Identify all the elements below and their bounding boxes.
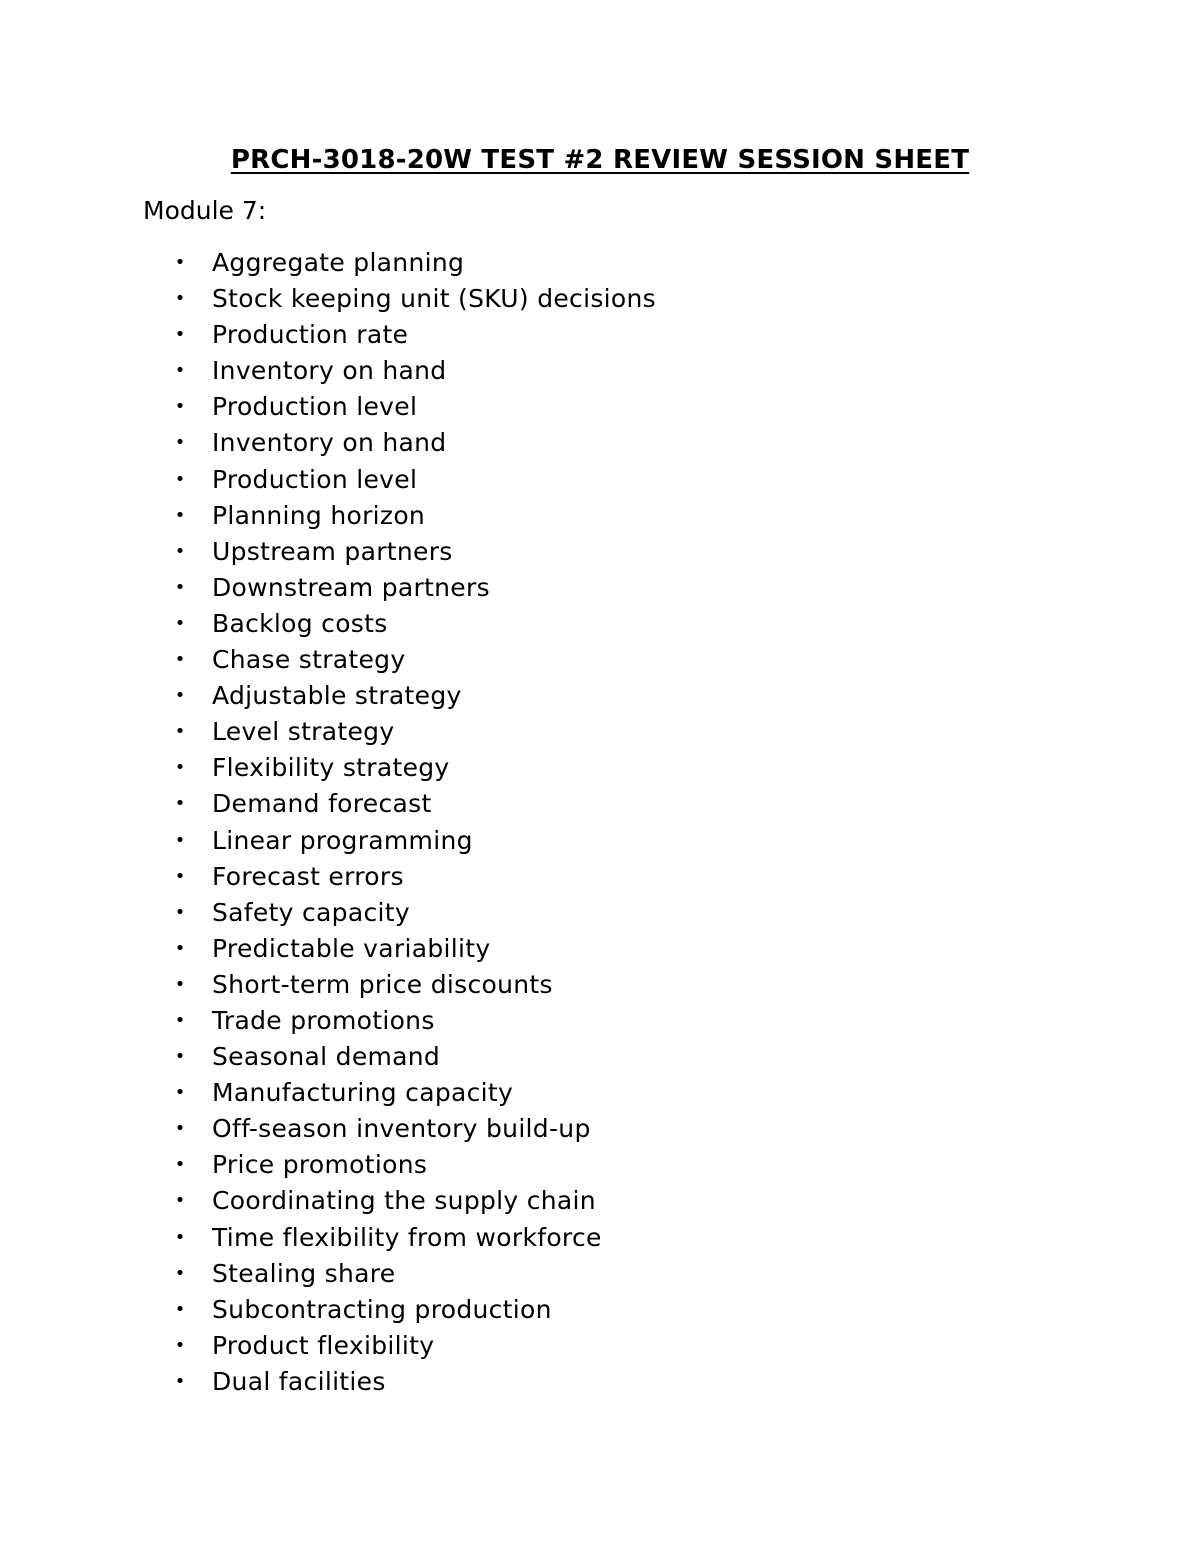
bullet-icon: • — [174, 576, 186, 598]
bullet-icon: • — [174, 937, 186, 959]
term-text: Backlog costs — [212, 608, 388, 638]
term-text: Demand forecast — [212, 789, 432, 819]
bullet-icon: • — [174, 1046, 186, 1068]
bullet-icon: • — [174, 504, 186, 526]
term-text: Linear programming — [212, 825, 473, 855]
bullet-icon: • — [174, 288, 186, 310]
bullet-icon: • — [174, 649, 186, 671]
term-text: Subcontracting production — [212, 1294, 552, 1324]
term-text: Adjustable strategy — [212, 681, 462, 711]
term-text: Safety capacity — [212, 897, 410, 927]
term-text: Inventory on hand — [212, 428, 447, 458]
bullet-icon: • — [174, 901, 186, 923]
bullet-icon: • — [174, 685, 186, 707]
term-text: Level strategy — [212, 717, 395, 747]
term-text: Planning horizon — [212, 500, 426, 530]
term-text: Production level — [212, 392, 418, 422]
term-text: Time flexibility from workforce — [212, 1222, 602, 1252]
term-text: Seasonal demand — [212, 1042, 441, 1072]
term-text: Stealing share — [212, 1258, 396, 1288]
bullet-icon: • — [174, 1226, 186, 1248]
bullet-icon: • — [174, 1154, 186, 1176]
bullet-icon: • — [174, 468, 186, 490]
term-text: Off-season inventory build-up — [212, 1114, 591, 1144]
term-text: Manufacturing capacity — [212, 1078, 514, 1108]
bullet-icon: • — [174, 252, 186, 273]
bullet-icon: • — [174, 1298, 186, 1320]
bullet-icon: • — [174, 865, 186, 887]
term-text: Short-term price discounts — [212, 969, 553, 999]
term-text: Chase strategy — [212, 645, 406, 675]
bullet-icon: • — [174, 793, 186, 815]
term-text: Predictable variability — [212, 933, 491, 963]
bullet-icon: • — [174, 721, 186, 743]
document-title: PRCH-3018-20W TEST #2 REVIEW SESSION SHEET — [230, 145, 970, 175]
bullet-icon: • — [174, 1334, 186, 1356]
bullet-icon: • — [174, 829, 186, 851]
term-text: Trade promotions — [212, 1005, 435, 1035]
term-text: Aggregate planning — [212, 248, 465, 277]
bullet-icon: • — [174, 360, 186, 382]
term-text: Coordinating the supply chain — [212, 1186, 596, 1216]
bullet-icon: • — [174, 1190, 186, 1212]
bullet-icon: • — [174, 324, 186, 346]
term-text: Dual facilities — [212, 1366, 386, 1396]
bullet-icon: • — [174, 540, 186, 562]
bullet-icon: • — [174, 1082, 186, 1104]
bullet-icon: • — [174, 1009, 186, 1031]
module-heading: Module 7: — [143, 196, 267, 225]
bullet-icon: • — [174, 1262, 186, 1284]
term-text: Stock keeping unit (SKU) decisions — [212, 284, 656, 314]
bullet-icon: • — [174, 612, 186, 634]
bullet-icon: • — [174, 1118, 186, 1140]
bullet-icon: • — [174, 757, 186, 779]
term-text: Product flexibility — [212, 1330, 435, 1360]
bullet-icon: • — [174, 1370, 186, 1392]
term-text: Price promotions — [212, 1150, 428, 1180]
bullet-icon: • — [174, 396, 186, 418]
bullet-icon: • — [174, 432, 186, 454]
term-text: Inventory on hand — [212, 356, 447, 386]
term-text: Production rate — [212, 320, 409, 350]
term-text: Forecast errors — [212, 861, 404, 891]
bullet-icon: • — [174, 973, 186, 995]
term-text: Upstream partners — [212, 536, 453, 566]
term-text: Downstream partners — [212, 572, 490, 602]
term-text: Production level — [212, 464, 418, 494]
term-text: Flexibility strategy — [212, 753, 450, 783]
